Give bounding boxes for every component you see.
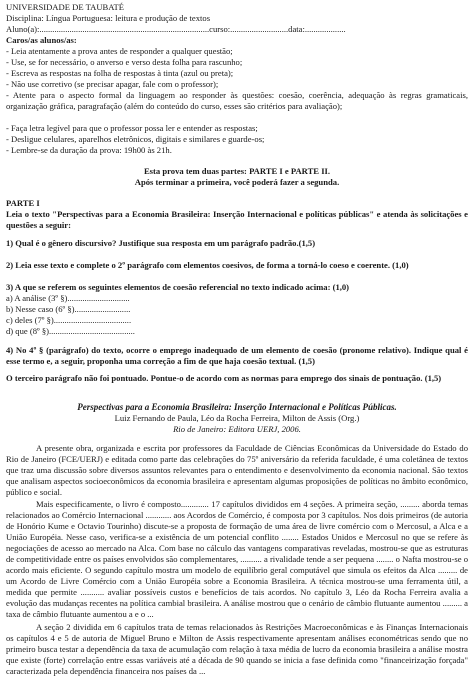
article-paragraph-3: A seção 2 dividida em 6 capítulos trata de temas relacionados às Restrições Macroeconômicas e às Finanças Internacionais os capítulos 4 e 5 de autoria de Miguel Bruno e Milton de Assis respectivamente apresentam análises econométricas sendo que no primeiro busca testar a dependência da taxa de acumulação com relação à taxa média de lucro da economia brasileira a análise mostra que existe (forte) correlação entre essas variáveis até a década de 90 quando se inicia a fase definida como "financeirização forçada" caracterizada pela dependência financeira nos países da ... [6,622,468,676]
instruction-item: - Não use corretivo (se precisar apagar, fale com o professor); [6,79,219,89]
exam-notice-line2: Após terminar a primeira, você poderá fazer a segunda. [134,177,340,187]
university-name: UNIVERSIDADE DE TAUBATÉ [6,2,125,12]
question-3-item: a) A análise (3º §)............................. [6,293,130,303]
question-3-item: c) deles (7º §).................................... [6,315,132,325]
question-3-item: b) Nesse caso (6º §).......................... [6,304,131,314]
question-3: 3) A que se referem os seguintes elementos de coesão referencial no texto indicado acima: (1,0) [6,282,350,292]
instruction-item: - Leia atentamente a prova antes de responder a qualquer questão; [6,46,233,56]
student-line: Aluno(a):...............................................................................curso:...........................data:................... [6,24,346,34]
question-3-item: d) que (8º §)........................................ [6,326,135,336]
article-publisher: Rio de Janeiro: Editora UERJ, 2006. [173,424,301,434]
question-2: 2) Leia esse texto e complete o 2º parágrafo com elementos coesivos, de forma a torná-lo coeso e coerente. (1,0) [6,260,409,270]
part1-heading: PARTE I [6,198,40,208]
exam-notice-line1: Esta prova tem duas partes: PARTE I e PARTE II. [143,166,331,176]
article-paragraph-1: A presente obra, organizada e escrita por professores da Faculdade de Ciências Econômicas da Universidade do Estado do Rio de Janeiro (FCE/UERJ) e editada como parte das celebrações do 75º aniversário da referida faculdade, é uma coletânea de textos que traz uma discussão sobre diversos assuntos relevantes para o entendimento e desenvolvimento da economia nacional. São textos que analisam aspectos socioeconômicos da economia brasileira e apresentam algumas proposições de políticas no âmbito econômico, público e social. [6,443,468,497]
instruction-item: - Desligue celulares, aparelhos eletrônicos, digitais e similares e guarde-os; [6,134,265,144]
article-authors: Luiz Fernando de Paula, Léo da Rocha Ferreira, Milton de Assis (Org.) [114,413,360,423]
question-5: O terceiro parágrafo não foi pontuado. Pontue-o de acordo com as normas para emprego dos sinais de pontuação. (1,5) [6,373,442,383]
instruction-item: - Faça letra legível para que o professor possa ler e entender as respostas; [6,123,258,133]
instruction-item: - Escreva as respostas na folha de respostas à tinta (azul ou preta); [6,68,234,78]
article-paragraph-2: Mais especificamente, o livro é composto............. 17 capítulos divididos em 4 seções. A primeira seção, ......... aborda temas relacionados ao Comércio Internacional ............ aos Acordos de Comércio, é composta por 3 capítulos. Nos dois primeiros (de autoria de Honório Kume e Octavio Tourinho) discute-se a proposta de formação de uma área de livre comércio com o Mercosul, a Alca e a União Européia. Nesse caso, verifica-se a existência de um potencial conflito ........ Estados Unidos e Mercosul no que se refere às negociações de acesso ao mercado na Alca. Com base no cálculo das vantagens comparativas reveladas, mostrou-se que as estruturas de competitividade entre os países envolvidos são complementares, .......... a rivalidade tende a ser pequena ........ o Nafta mostrou-se o acordo mais eficiente. O segundo capítulo mostra um modelo de equilíbrio geral computável que simula os efeitos da Alca ......... de um Acordo de Livre Comércio com a União Européia sobre a Economia Brasileira. A técnica mostrou-se uma ferramenta útil, a medida que permite ........... avaliar possíveis custos e benefícios de tais acordos. No capítulo 3, Léo da Rocha Ferreira avalia a evolução das mudanças recentes na política cambial brasileira. A análise mostrou que o cenário de câmbio flutuante aumentou ......... a taxa de câmbio flutuante aumentou a e o ... [6,499,468,619]
instruction-item: - Use, se for necessário, o anverso e verso desta folha para rascunho; [6,57,243,67]
instruction-item: - Lembre-se da duração da prova: 19h00 às 21h. [6,145,172,155]
instructions-greeting: Caros/as alunos/as: [6,35,77,45]
article-title: Perspectivas para a Economia Brasileira: Inserção Internacional e Políticas Públicas. [77,402,397,412]
instruction-item: - Atente para o aspecto formal da linguagem ao responder às questões: coesão, coerência, adequação às regras gramaticais, organização gráfica, paragrafação (além do conteúdo do curso, esses são critérios para avaliação); [6,90,468,111]
question-1: 1) Qual é o gênero discursivo? Justifique sua resposta em um parágrafo padrão.(1,5) [6,238,316,248]
part1-intro: Leia o texto "Perspectivas para a Economia Brasileira: Inserção Internacional e políticas públicas" e atenda às solicitações e questões a seguir: [6,209,468,230]
discipline-line: Disciplina: Língua Portuguesa: leitura e produção de textos [6,13,211,23]
question-4: 4) No 4º § (parágrafo) do texto, ocorre o emprego inadequado de um elemento de coesão (pronome relativo). Indique qual é esse termo e, a seguir, proponha uma correção a fim de que haja coesão textual. (1,5) [6,345,468,366]
